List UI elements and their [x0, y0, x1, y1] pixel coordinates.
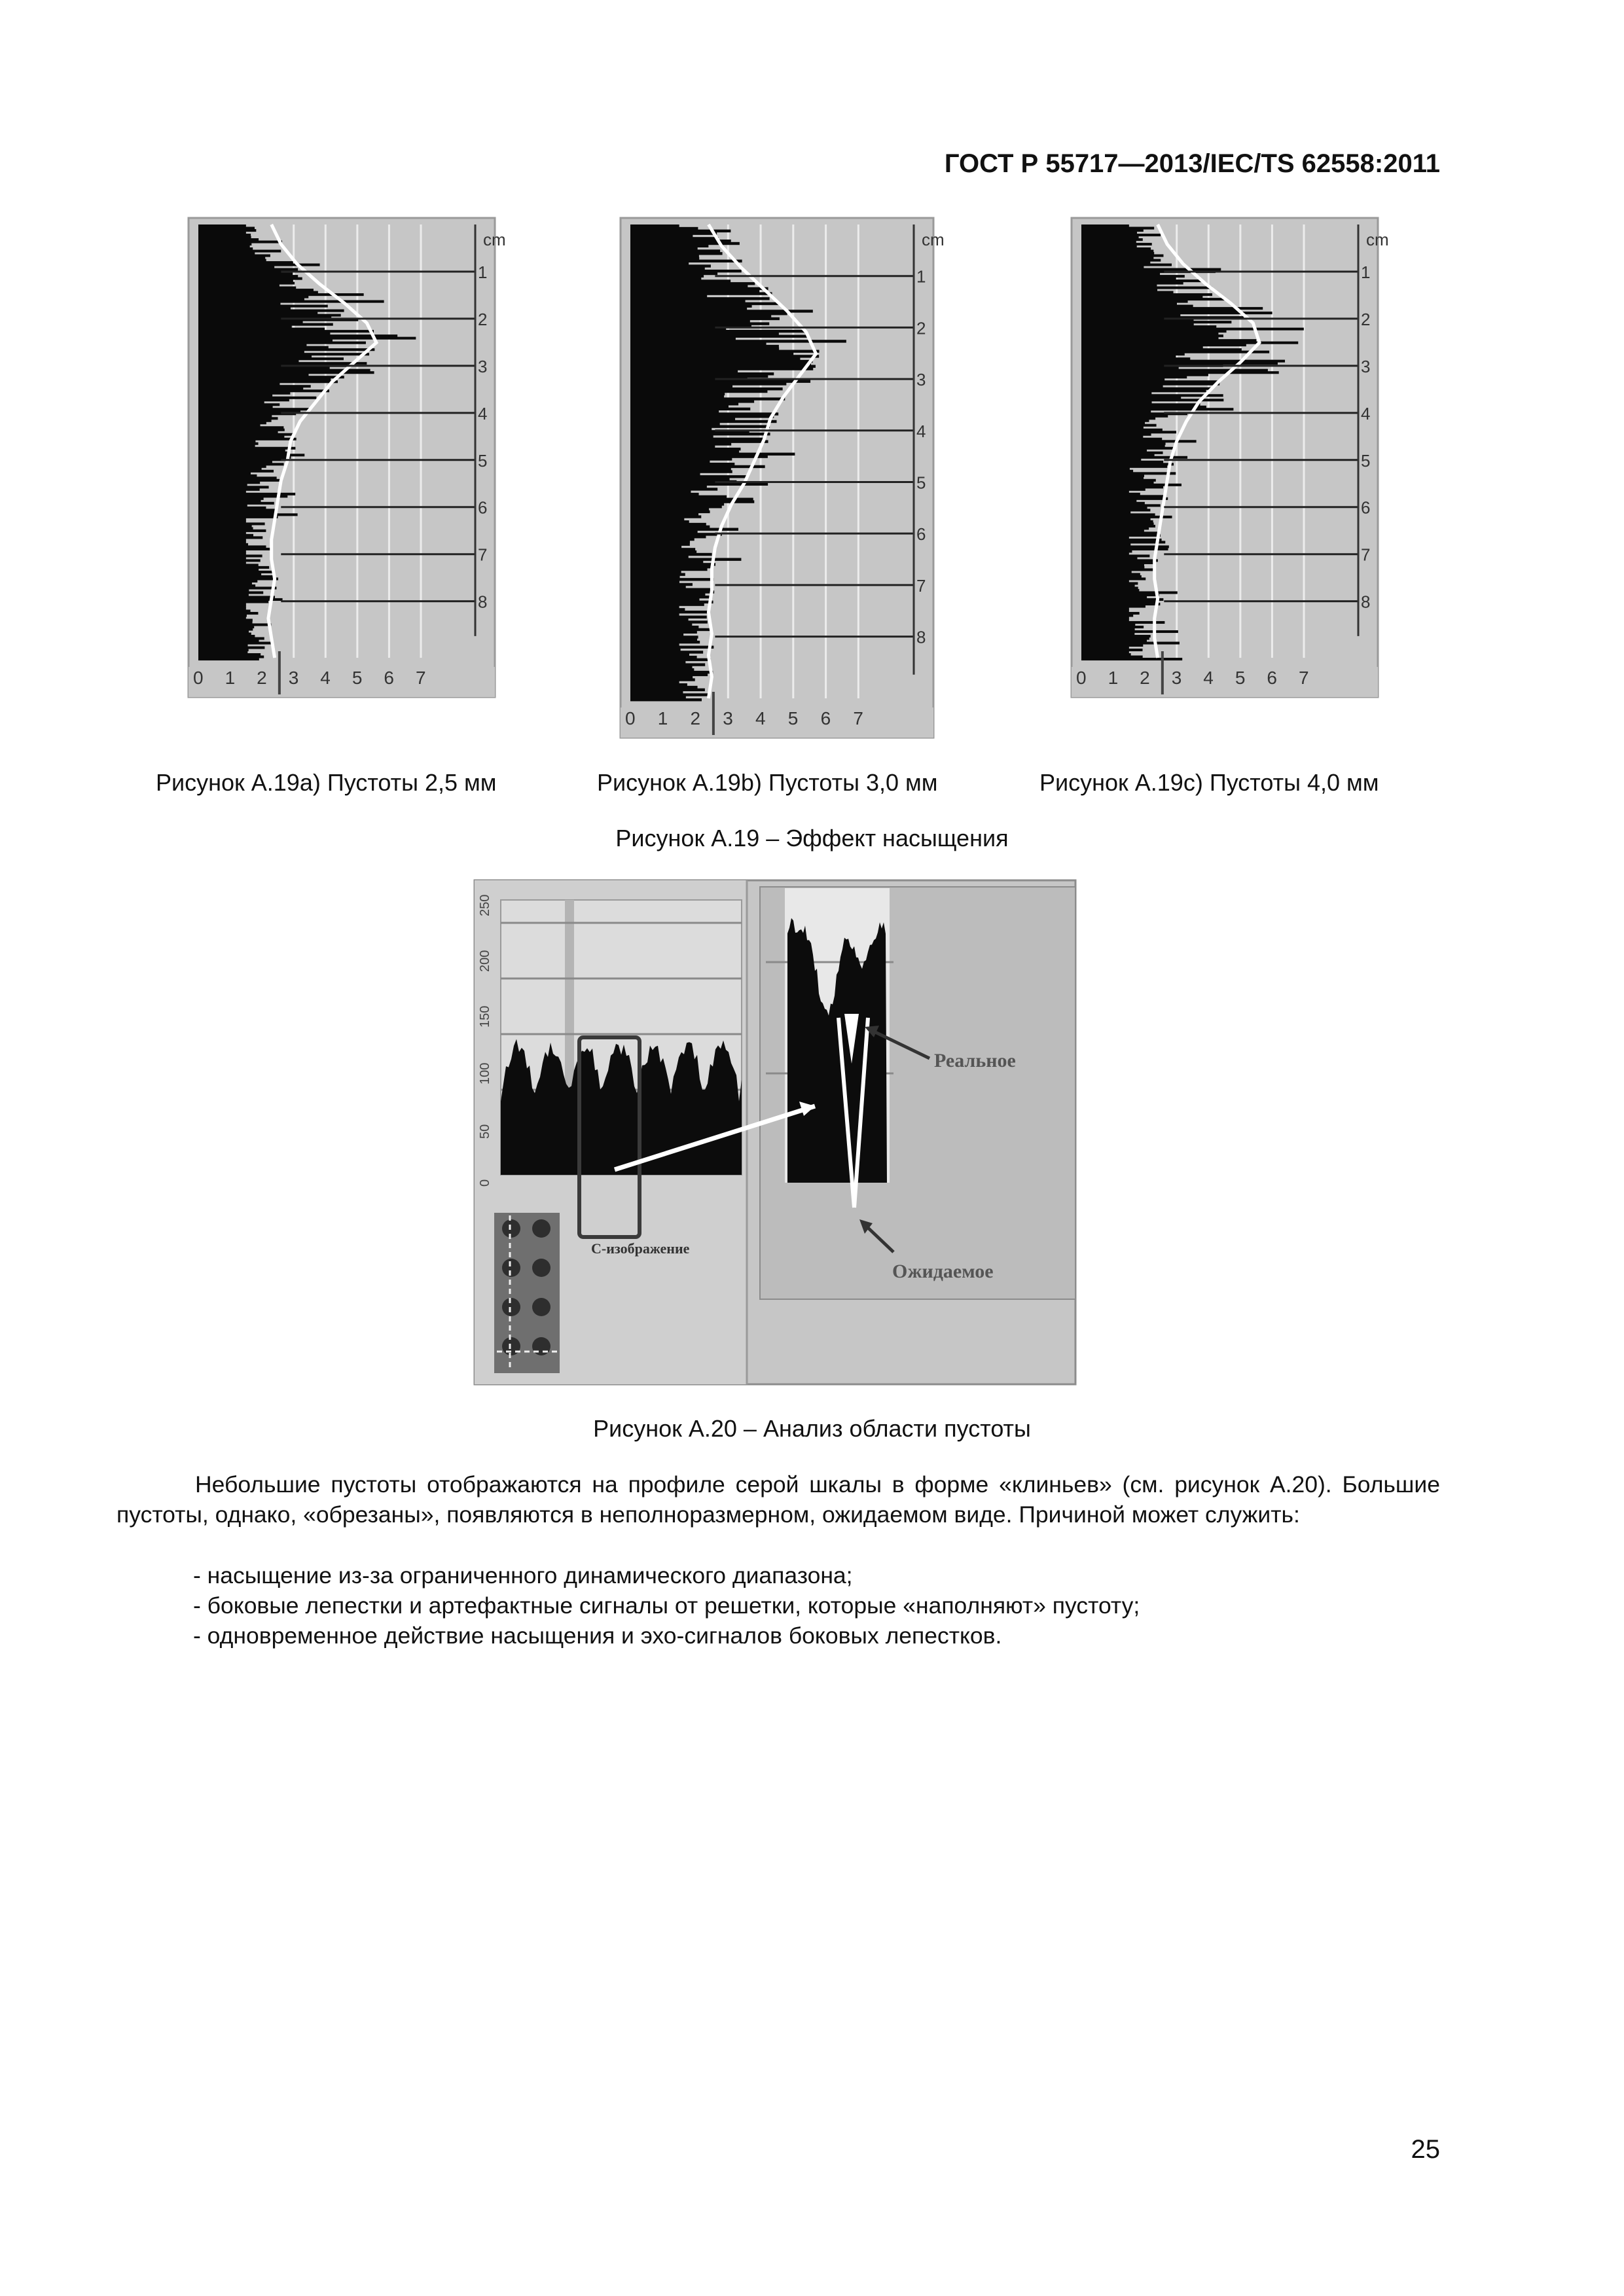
unit-label: cm — [922, 230, 945, 249]
profile-bar — [1081, 658, 1182, 660]
depth-tick-label: 4 — [478, 403, 488, 423]
caption-figure-a19b: Рисунок А.19b) Пустоты 3,0 мм — [597, 769, 938, 796]
x-tick-label: 2 — [690, 708, 701, 728]
y-tick-150: 150 — [478, 1005, 492, 1028]
profile-plot-a — [189, 218, 506, 697]
y-tick-0: 0 — [478, 1179, 492, 1187]
depth-tick-label: 5 — [916, 473, 926, 493]
x-tick-label: 2 — [1140, 668, 1150, 688]
profile-plot-c — [1072, 218, 1389, 697]
c-image-label: С-изображение — [591, 1240, 690, 1257]
x-tick-label: 1 — [225, 668, 236, 688]
expected-label: Ожидаемое — [892, 1261, 994, 1282]
x-tick-label: 3 — [723, 708, 733, 728]
depth-tick-label: 6 — [1361, 497, 1371, 518]
depth-tick-label: 1 — [916, 266, 926, 287]
document-header: ГОСТ Р 55717—2013/IEC/TS 62558:2011 — [944, 149, 1440, 178]
profile-bar — [198, 658, 259, 660]
x-tick-label: 4 — [320, 668, 331, 688]
x-tick-label: 4 — [1203, 668, 1214, 688]
y-tick-200: 200 — [478, 950, 492, 972]
y-tick-250: 250 — [478, 894, 492, 916]
depth-tick-label: 3 — [1361, 356, 1371, 376]
x-tick-label: 6 — [384, 668, 395, 688]
page-number: 25 — [1411, 2135, 1440, 2164]
unit-label: cm — [483, 230, 506, 249]
x-tick-label: 7 — [416, 668, 426, 688]
depth-tick-label: 8 — [916, 627, 926, 647]
depth-tick-label: 3 — [478, 356, 488, 376]
real-label: Реальное — [934, 1050, 1016, 1071]
depth-tick-label: 8 — [1361, 592, 1371, 612]
bullet-item: - боковые лепестки и артефактные сигналы от решетки, которые «наполняют» пустоту; — [193, 1592, 1140, 1619]
depth-tick-label: 6 — [916, 524, 926, 545]
depth-tick-label: 5 — [1361, 450, 1371, 471]
depth-tick-label: 2 — [916, 318, 926, 338]
body-paragraph — [117, 1469, 1440, 1530]
depth-tick-label: 1 — [1361, 262, 1371, 282]
x-tick-label: 7 — [1299, 668, 1309, 688]
depth-tick-label: 4 — [916, 421, 926, 441]
x-tick-label: 6 — [1267, 668, 1278, 688]
depth-tick-label: 7 — [916, 575, 926, 596]
bullet-list — [193, 1560, 1140, 1651]
void-analysis-figure — [475, 880, 1075, 1384]
x-tick-label: 1 — [1108, 668, 1119, 688]
depth-tick-label: 4 — [1361, 403, 1371, 423]
x-tick-label: 0 — [625, 708, 636, 728]
profile-plot-b — [621, 218, 945, 738]
depth-tick-label: 6 — [478, 497, 488, 518]
x-tick-label: 2 — [257, 668, 267, 688]
bullet-item: - одновременное действие насыщения и эхо-сигналов боковых лепестков. — [193, 1623, 1002, 1649]
x-tick-label: 3 — [1171, 668, 1182, 688]
depth-tick-label: 3 — [916, 370, 926, 390]
x-tick-label: 0 — [193, 668, 204, 688]
depth-tick-label: 5 — [478, 450, 488, 471]
x-tick-label: 4 — [755, 708, 766, 728]
y-tick-100: 100 — [478, 1062, 492, 1085]
depth-tick-label: 8 — [478, 592, 488, 612]
body-paragraph-text: Небольшие пустоты отображаются на профиле серой шкалы в форме «клиньев» (см. рисунок А.20). Большие пустоты, однако, «обрезаны», появляются в неполноразмерном, ожидаемом виде. Причиной может служить: — [117, 1471, 1440, 1528]
caption-figure-a19c: Рисунок А.19с) Пустоты 4,0 мм — [1039, 769, 1379, 796]
x-tick-label: 3 — [288, 668, 299, 688]
depth-tick-label: 2 — [1361, 309, 1371, 329]
x-tick-label: 7 — [853, 708, 863, 728]
y-tick-50: 50 — [478, 1124, 492, 1139]
profile-bar — [630, 698, 702, 701]
x-tick-label: 5 — [1235, 668, 1246, 688]
depth-tick-label: 2 — [478, 309, 488, 329]
x-tick-label: 1 — [657, 708, 668, 728]
x-tick-label: 5 — [787, 708, 799, 728]
x-tick-label: 6 — [820, 708, 831, 728]
c-image-thumbnail — [494, 1213, 560, 1373]
x-tick-label: 5 — [352, 668, 363, 688]
depth-tick-label: 7 — [478, 545, 488, 565]
depth-tick-label: 7 — [1361, 545, 1371, 565]
x-tick-label: 0 — [1076, 668, 1087, 688]
bullet-item: - насыщение из-за ограниченного динамического диапазона; — [193, 1562, 853, 1588]
caption-figure-a19a: Рисунок А.19а) Пустоты 2,5 мм — [156, 769, 497, 796]
depth-tick-label: 1 — [478, 262, 488, 282]
caption-figure-a19: Рисунок А.19 – Эффект насыщения — [615, 825, 1009, 852]
caption-figure-a20: Рисунок А.20 – Анализ области пустоты — [593, 1415, 1031, 1442]
unit-label: cm — [1366, 230, 1389, 249]
